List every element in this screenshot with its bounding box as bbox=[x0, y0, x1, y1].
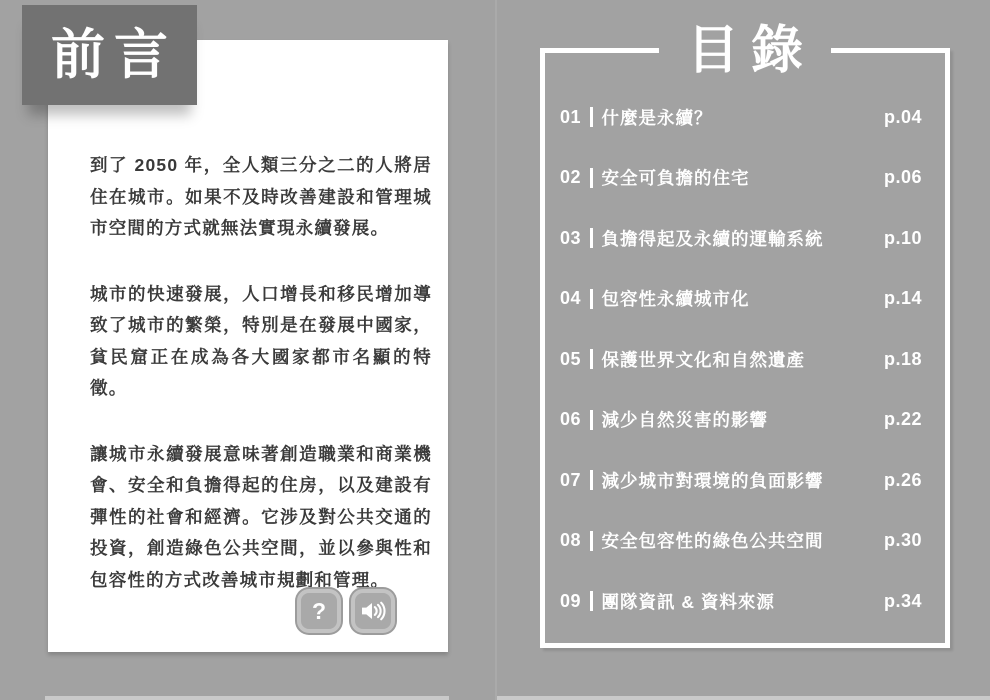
toc-item-label: 團隊資訊 & 資料來源 bbox=[601, 591, 775, 612]
divider bbox=[590, 531, 593, 551]
preface-paragraph: 讓城市永續發展意味著創造職業和商業機會、安全和負擔得起的住房，以及建設有彈性的社會和經濟。它涉及對公共交通的投資，創造綠色公共空間，並以參與性和包容性的方式改善城市規劃和管理。 bbox=[90, 443, 432, 590]
toc-item-number: 06 bbox=[560, 409, 582, 430]
preface-card bbox=[48, 40, 448, 652]
divider bbox=[590, 470, 593, 490]
toc-item-02[interactable] bbox=[545, 148, 945, 209]
toc-item-page: p.04 bbox=[883, 106, 922, 127]
page-seam bbox=[495, 0, 497, 700]
preface-paragraph: 到了 2050 年，全人類三分之二的人將居住在城市。如果不及時改善建設和管理城市空間的方式就無法實現永續發展。 bbox=[90, 155, 432, 238]
help-button[interactable] bbox=[297, 589, 341, 633]
toc-item-04[interactable] bbox=[545, 269, 945, 330]
toc-item-page: p.06 bbox=[883, 167, 922, 188]
toc-item-page: p.18 bbox=[883, 348, 922, 369]
toc-item-number: 05 bbox=[560, 348, 582, 369]
toc-item-number: 02 bbox=[560, 167, 582, 188]
toc-item-06[interactable] bbox=[545, 390, 945, 451]
divider bbox=[590, 107, 593, 127]
divider bbox=[590, 168, 593, 188]
audio-button[interactable] bbox=[351, 589, 395, 633]
toc-item-number: 07 bbox=[560, 469, 582, 490]
toc-item-number: 09 bbox=[560, 590, 582, 611]
toc-title: 目錄 bbox=[659, 22, 831, 82]
preface-title-box bbox=[22, 5, 197, 105]
toc-item-08[interactable] bbox=[545, 511, 945, 572]
toc-item-number: 08 bbox=[560, 530, 582, 551]
toc-item-03[interactable] bbox=[545, 208, 945, 269]
divider bbox=[590, 349, 593, 369]
toc-item-page: p.34 bbox=[883, 590, 922, 611]
toc-item-09[interactable] bbox=[545, 571, 945, 632]
toc-item-01[interactable] bbox=[545, 87, 945, 148]
divider bbox=[590, 591, 593, 611]
toc-item-07[interactable] bbox=[545, 450, 945, 511]
toc-item-page: p.22 bbox=[883, 409, 922, 430]
preface-title: 前言 bbox=[51, 25, 177, 85]
toc-item-label: 安全包容性的綠色公共空間 bbox=[601, 531, 824, 552]
preface-body bbox=[90, 150, 432, 630]
toc-item-page: p.30 bbox=[883, 530, 922, 551]
divider bbox=[590, 289, 593, 309]
toc-item-label: 什麼是永續？ bbox=[601, 107, 713, 128]
toc-item-number: 03 bbox=[560, 227, 582, 248]
preface-paragraph: 城市的快速發展，人口增長和移民增加導致了城市的繁榮，特別是在發展中國家，貧民窟正在成為各大國家都市名顯的特徵。 bbox=[90, 283, 432, 398]
question-mark-icon: ? bbox=[311, 597, 327, 624]
toc-list bbox=[545, 87, 945, 632]
toc-frame bbox=[540, 21, 950, 648]
toc-item-page: p.26 bbox=[883, 469, 922, 490]
next-page-edge-left bbox=[45, 696, 449, 700]
toc-item-label: 保護世界文化和自然遺產 bbox=[601, 349, 806, 370]
toc-item-label: 減少自然災害的影響 bbox=[601, 410, 769, 431]
toc-item-label: 包容性永續城市化 bbox=[601, 289, 750, 310]
toc-item-label: 減少城市對環境的負面影響 bbox=[601, 470, 824, 491]
toc-item-number: 04 bbox=[560, 288, 582, 309]
toc-item-page: p.14 bbox=[883, 288, 922, 309]
toc-item-number: 01 bbox=[560, 106, 582, 127]
divider bbox=[590, 228, 593, 248]
toc-item-05[interactable] bbox=[545, 329, 945, 390]
card-button-group bbox=[297, 589, 395, 633]
divider bbox=[590, 410, 593, 430]
toc-item-label: 負擔得起及永續的運輸系統 bbox=[601, 228, 824, 249]
next-page-edge-right bbox=[497, 696, 990, 700]
toc-item-page: p.10 bbox=[883, 227, 922, 248]
toc-item-label: 安全可負擔的住宅 bbox=[601, 168, 750, 189]
speaker-icon bbox=[360, 599, 387, 623]
